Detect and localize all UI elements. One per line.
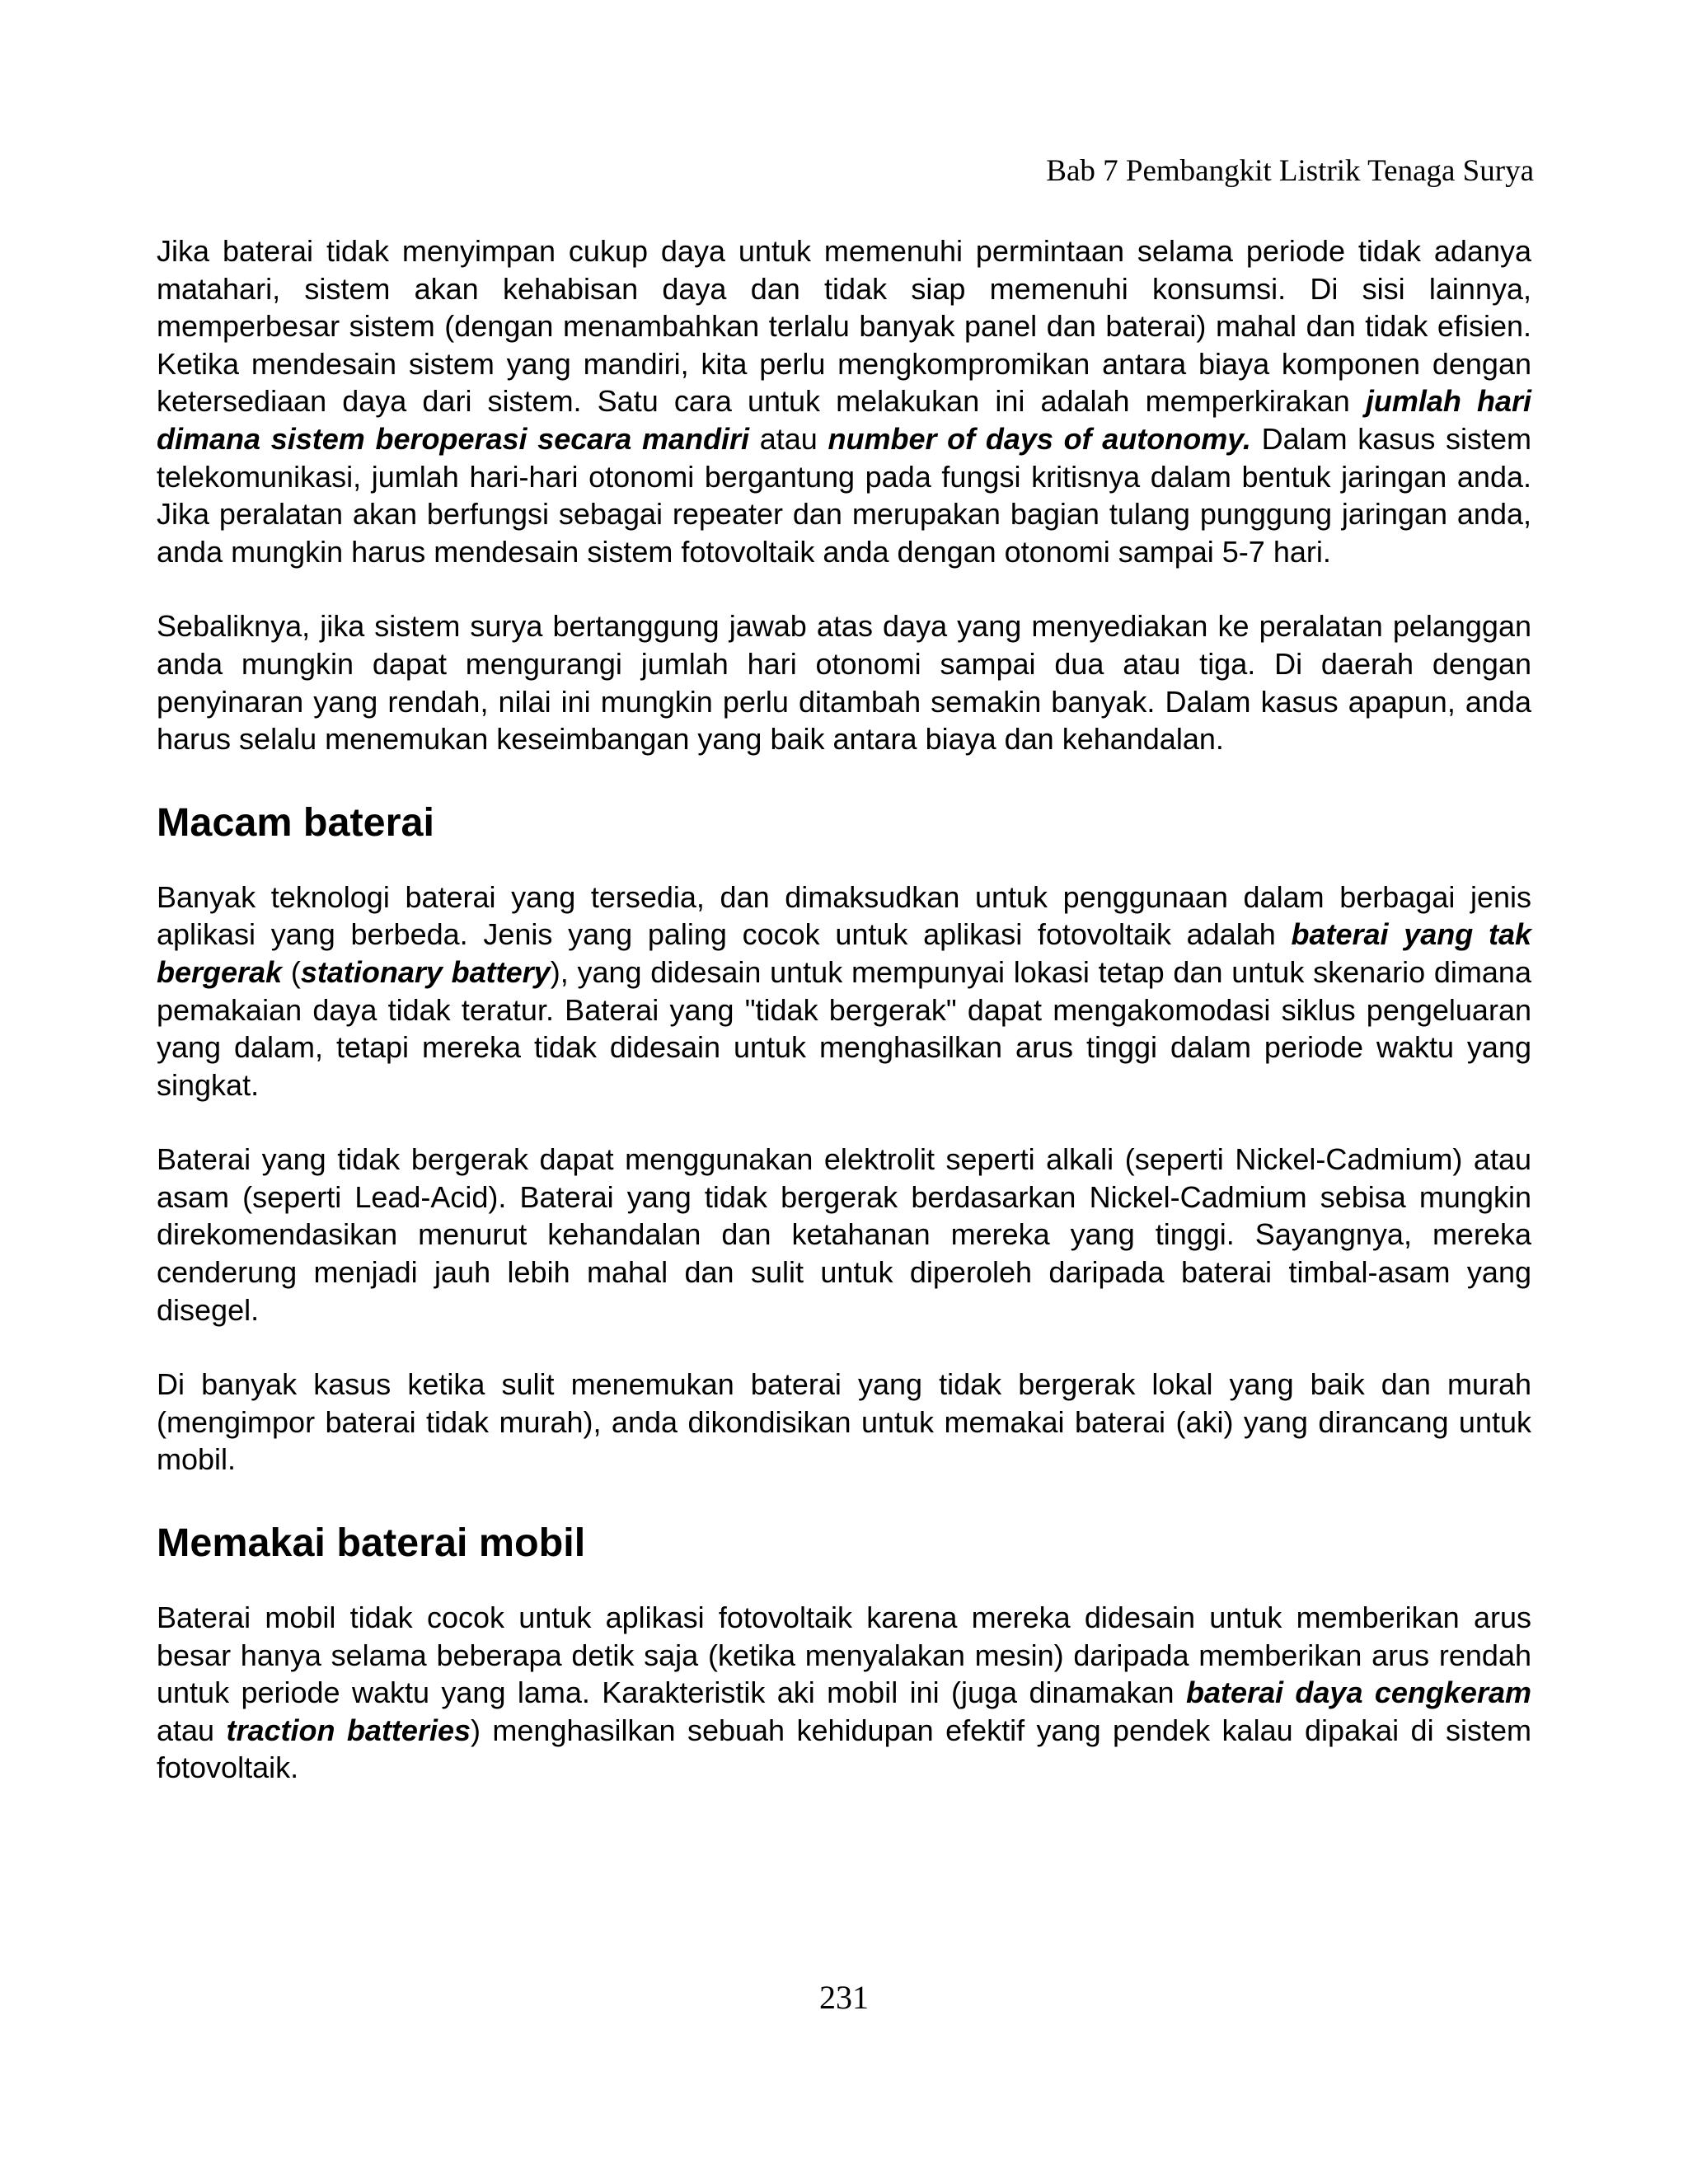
text-run: Jika baterai tidak menyimpan cukup daya untuk memenuhi permintaan selama periode tidak adanya matahari, sistem akan kehabisan daya dan tidak siap memenuhi konsumsi. Di sisi lainnya, memperbesar sistem (dengan menambahkan terlalu banyak panel dan baterai) mahal dan tidak efisien. Ketika mendesain sistem yang mandiri, kita perlu mengkompromikan antara biaya komponen dengan ketersediaan daya dari sistem. Satu cara untuk melakukan ini adalah memperkirakan <box>157 234 1531 419</box>
text-run: ), yang didesain untuk mempunyai lokasi tetap dan untuk skenario dimana pemakaian daya tidak teratur. Baterai yang "tidak bergerak" dapat mengakomodasi siklus pengeluaran yang dalam, tetapi mereka tidak didesain untuk menghasilkan arus tinggi dalam periode waktu yang singkat. <box>157 954 1531 1102</box>
paragraph-balance: Sebaliknya, jika sistem surya bertanggung jawab atas daya yang menyediakan ke peralatan pelanggan anda mungkin dapat mengurangi jumlah hari otonomi sampai dua atau tiga. Di daerah dengan penyinaran yang rendah, nilai ini mungkin perlu ditambah semakin banyak. Dalam kasus apapun, anda harus selalu menemukan keseimbangan yang baik antara biaya dan kehandalan. <box>157 609 1531 757</box>
emphasis-term: number of days of autonomy. <box>828 421 1251 456</box>
emphasis-term: baterai daya cengkeram <box>1185 1675 1531 1710</box>
text-run: atau <box>749 421 828 456</box>
running-header: Bab 7 Pembangkit Listrik Tenaga Surya <box>1046 154 1534 188</box>
paragraph-electrolyte: Baterai yang tidak bergerak dapat menggunakan elektrolit seperti alkali (seperti Nickel-Cadmium) atau asam (seperti Lead-Acid). Baterai yang tidak bergerak berdasarkan Nickel-Cadmium sebisa mungkin direkomendasikan menurut kehandalan dan ketahanan mereka yang tinggi. Sayangnya, mereka cenderung menjadi jauh lebih mahal dan sulit untuk diperoleh daripada baterai timbal-asam yang disegel. <box>157 1142 1531 1327</box>
text-run: ( <box>282 954 301 989</box>
section-heading-battery-types: Macam baterai <box>157 799 434 845</box>
page-body <box>157 232 1531 1787</box>
text-run: Baterai mobil tidak cocok untuk aplikasi fotovoltaik karena mereka didesain untuk memberikan arus besar hanya selama beberapa detik saja (ketika menyalakan mesin) daripada memberikan arus rendah untuk periode waktu yang lama. Karakteristik aki mobil ini (juga dinamakan <box>157 1601 1531 1710</box>
emphasis-term: jumlah hari dimana sistem beroperasi secara mandiri <box>157 384 1532 456</box>
paragraph-car-battery <box>157 1599 1531 1787</box>
page-number: 231 <box>819 1979 869 2016</box>
emphasis-term: traction batteries <box>226 1713 471 1747</box>
paragraph-car-battery-intro: Di banyak kasus ketika sulit menemukan baterai yang tidak bergerak lokal yang baik dan murah (mengimpor baterai tidak murah), anda dikondisikan untuk memakai baterai (aki) yang dirancang untuk mobil. <box>157 1367 1531 1477</box>
text-run: Dalam kasus sistem telekomunikasi, jumlah hari-hari otonomi bergantung pada fungsi kritisnya dalam bentuk jaringan anda. Jika peralatan akan berfungsi sebagai repeater dan merupakan bagian tulang punggung jaringan anda, anda mungkin harus mendesain sistem fotovoltaik anda dengan otonomi sampai 5-7 hari. <box>157 421 1532 569</box>
paragraph-autonomy <box>157 232 1531 570</box>
emphasis-term: stationary battery <box>300 954 551 989</box>
text-run: Banyak teknologi baterai yang tersedia, dan dimaksudkan untuk penggunaan dalam berbagai jenis aplikasi yang berbeda. Jenis yang paling cocok untuk aplikasi fotovoltaik adalah <box>157 879 1531 952</box>
paragraph-battery-technology <box>157 879 1531 1104</box>
section-heading-car-battery: Memakai baterai mobil <box>157 1521 586 1566</box>
text-run: ) menghasilkan sebuah kehidupan efektif yang pendek kalau dipakai di sistem fotovoltaik. <box>157 1713 1531 1785</box>
text-run: atau <box>157 1713 227 1747</box>
emphasis-term: baterai yang tak bergerak <box>157 917 1531 989</box>
